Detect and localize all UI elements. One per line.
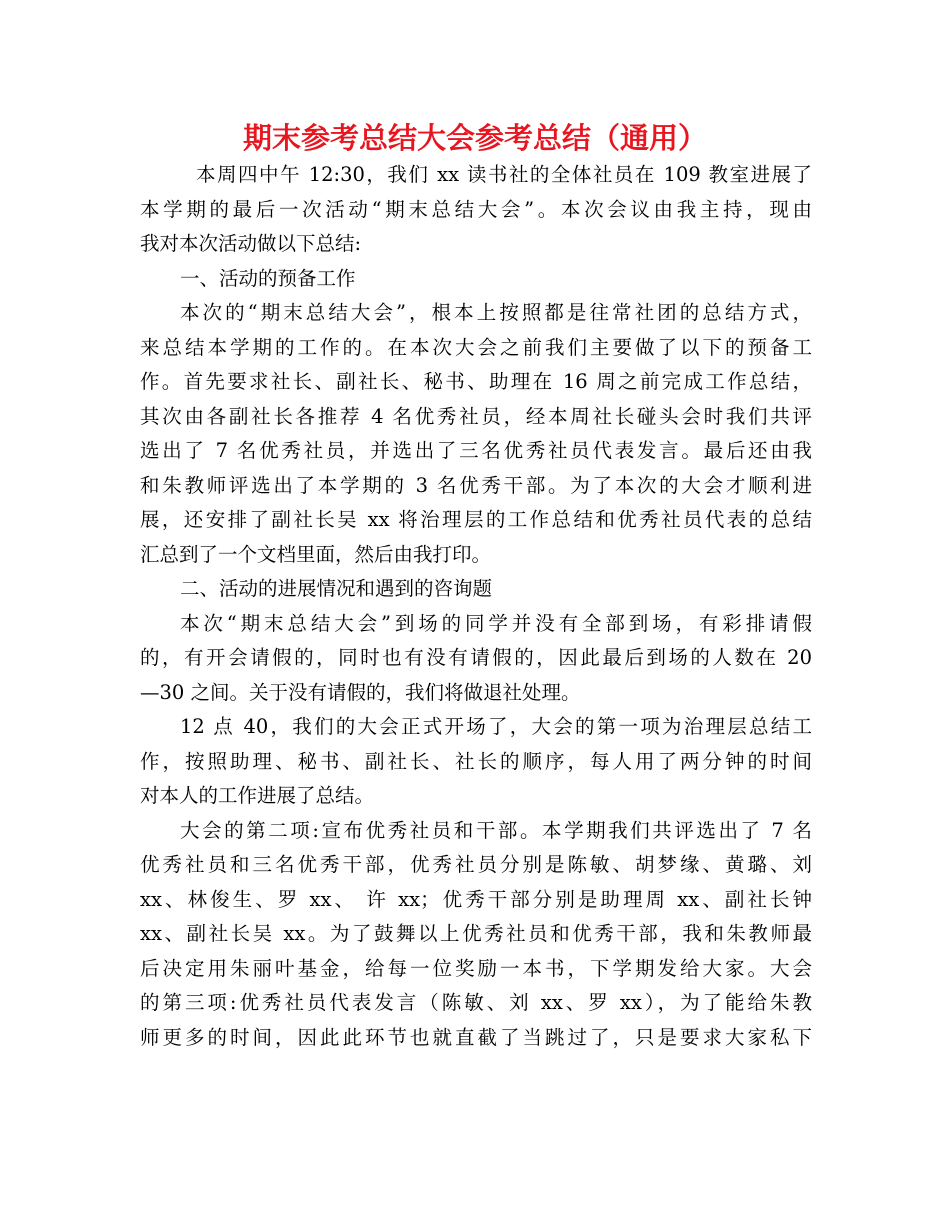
text-line: 师更多的时间，因此此环节也就直截了当跳过了，只是要求大家私下 (140, 1025, 812, 1049)
text-line: 对本人的工作进展了总结。 (140, 784, 375, 807)
text-line: 的第三项:优秀社员代表发言（陈敏、刘 xx、罗 xx），为了能给朱教 (140, 991, 812, 1014)
text-line: 本次“期末总结大会”到场的同学并没有全部到场，有彩排请假 (180, 611, 812, 635)
text-line: 本周四中午 12:30，我们 xx 读书社的全体社员在 109 教室进展了 (196, 163, 812, 186)
text-line: 一、活动的预备工作 (180, 266, 356, 290)
text-line: 本次的“期末总结大会”，根本上按照都是往常社团的总结方式， (180, 301, 812, 324)
text-line: 本学期的最后一次活动“期末总结大会”。本次会议由我主持，现由 (140, 197, 812, 221)
text-line: 展，还安排了副社长吴 xx 将治理层的工作总结和优秀社员代表的总结 (140, 508, 812, 531)
document-body (140, 158, 812, 1055)
text-line: 来总结本学期的工作的。在本次大会之前我们主要做了以下的预备工 (140, 335, 812, 359)
text-line: 和朱教师评选出了本学期的 3 名优秀干部。为了本次的大会才顺利进 (140, 473, 812, 497)
text-line: 汇总到了一个文档里面，然后由我打印。 (140, 542, 492, 566)
text-line: 后决定用朱丽叶基金，给每一位奖励一本书，下学期发给大家。大会 (140, 956, 812, 980)
text-line: 我对本次活动做以下总结: (140, 232, 362, 255)
text-line: 的，有开会请假的，同时也有没有请假的，因此最后到场的人数在 20 (140, 646, 812, 669)
text-line: 12 点 40，我们的大会正式开场了，大会的第一项为治理层总结工 (180, 715, 812, 738)
text-line: 作，按照助理、秘书、副社长、社长的顺序，每人用了两分钟的时间 (140, 749, 812, 773)
text-line: 其次由各副社长各推荐 4 名优秀社员，经本周社长碰头会时我们共评 (140, 404, 812, 428)
text-line: —30 之间。关于没有请假的，我们将做退社处理。 (140, 680, 581, 704)
text-line: xx、副社长吴 xx。为了鼓舞以上优秀社员和优秀干部，我和朱教师最 (140, 922, 812, 945)
text-line: 作。首先要求社长、副社长、秘书、助理在 16 周之前完成工作总结， (140, 370, 812, 393)
text-line: 二、活动的进展情况和遇到的咨询题 (180, 577, 493, 600)
text-line: 优秀社员和三名优秀干部，优秀社员分别是陈敏、胡梦缘、黄璐、刘 (140, 853, 812, 876)
text-line: 选出了 7 名优秀社员，并选出了三名优秀社员代表发言。最后还由我 (140, 439, 812, 462)
text-line: xx、林俊生、罗 xx、 许 xx；优秀干部分别是助理周 xx、副社长钟 (140, 887, 812, 911)
document-title: 期末参考总结大会参考总结（通用） (242, 121, 707, 155)
text-line: 大会的第二项:宣布优秀社员和干部。本学期我们共评选出了 7 名 (180, 818, 812, 842)
